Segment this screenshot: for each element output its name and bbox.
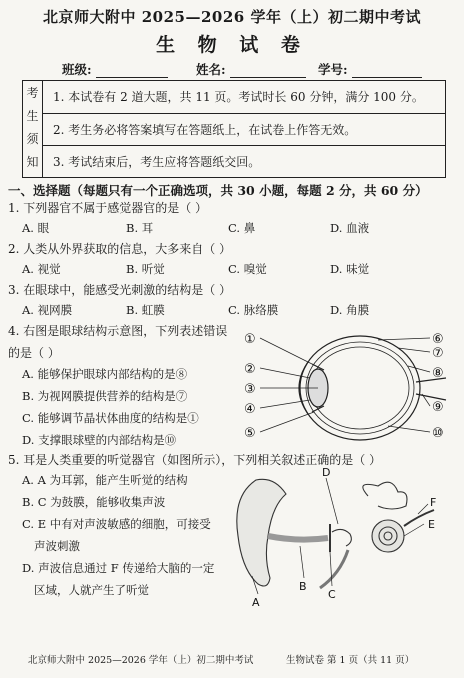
eye-label-3: ③ [244, 382, 256, 397]
eye-label-4: ④ [244, 402, 256, 417]
ear-ossicles [332, 529, 351, 546]
footer-right: 生物试卷 第 1 页（共 11 页） [286, 655, 415, 666]
notice-item: 1. 本试卷有 2 道大题，共 11 页。考试时长 60 分钟，满分 100 分。 [53, 90, 424, 104]
ear-label-b: B [299, 580, 307, 593]
question-stem: 5. 耳是人类重要的听觉器官（如图所示），下列相关叙述正确的是（ ） [8, 453, 382, 467]
option-b: B. 耳 [126, 221, 154, 235]
notice-side-char: 知 [26, 155, 39, 169]
notice-side-char: 须 [26, 132, 39, 146]
option-a: A. 视觉 [22, 262, 61, 276]
ear-canal [268, 536, 328, 540]
notice-side-char: 生 [26, 109, 39, 123]
option-b: B. 虹膜 [126, 303, 165, 317]
notice-box [22, 80, 446, 178]
option-d: D. 血液 [330, 221, 370, 235]
id-label: 学号: [318, 62, 348, 77]
notice-side-label [23, 81, 43, 177]
option-b: B. 为视网膜提供营养的结构是⑦ [22, 389, 188, 403]
id-field [318, 60, 422, 78]
notice-item: 2. 考生务必将答案填写在答题纸上，在试卷上作答无效。 [43, 113, 445, 145]
notice-item: 3. 考试结束后，考生应将答题纸交回。 [43, 145, 445, 177]
class-line [96, 65, 168, 78]
exam-title: 北京师大附中 2025—2026 学年（上）初二期中考试 [43, 8, 421, 26]
option-a: A. 能够保护眼球内部结构的是⑧ [22, 367, 188, 381]
option-d: D. 支撑眼球壁的内部结构是⑩ [22, 433, 177, 447]
ear-label-d: D [322, 466, 331, 479]
footer-left: 北京师大附中 2025—2026 学年（上）初二期中考试 [28, 655, 254, 666]
class-field [62, 60, 168, 78]
option-d-continued: 区域，人就产生了听觉 [34, 583, 149, 597]
option-c: C. 能够调节晶状体曲度的结构是① [22, 411, 199, 425]
eye-label-9: ⑨ [432, 400, 444, 415]
question-stem: 3. 在眼球中，能感受光刺激的结构是（ ） [8, 283, 232, 297]
option-d: D. 角膜 [330, 303, 370, 317]
name-label: 姓名: [196, 62, 226, 77]
eye-diagram [238, 326, 450, 448]
notice-side-char: 考 [26, 86, 39, 100]
ear-label-f: F [430, 496, 437, 509]
option-a: A. 视网膜 [22, 303, 73, 317]
ear-label-e: E [428, 518, 435, 531]
option-b: B. C 为鼓膜，能够收集声波 [22, 495, 166, 509]
question-stem: 4. 右图是眼球结构示意图，下列表述错误 [8, 324, 228, 338]
option-d: D. 味觉 [330, 262, 370, 276]
name-line [230, 65, 306, 78]
option-a: A. 眼 [22, 221, 50, 235]
eye-label-7: ⑦ [432, 346, 444, 361]
eye-label-1: ① [244, 332, 256, 347]
eye-label-8: ⑧ [432, 366, 444, 381]
class-label: 班级: [62, 62, 92, 77]
ear-pinna [237, 479, 286, 586]
option-a: A. A 为耳郭，能产生听觉的结构 [22, 473, 188, 487]
question-stem-continued: 的是（ ） [8, 346, 60, 360]
eye-label-2: ② [244, 362, 256, 377]
option-b: B. 听觉 [126, 262, 165, 276]
ear-diagram [228, 466, 452, 616]
option-c-continued: 声波刺激 [34, 539, 80, 553]
eye-label-6: ⑥ [432, 332, 444, 347]
option-c: C. 脉络膜 [228, 303, 279, 317]
option-c: C. 嗅觉 [228, 262, 267, 276]
ear-eustachian-tube [320, 550, 348, 588]
option-d: D. 声波信息通过 F 传递给大脑的一定 [22, 561, 215, 575]
section-title: 一、选择题（每题只有一个正确选项，共 30 小题，每题 2 分，共 60 分） [8, 183, 428, 198]
eye-label-5: ⑤ [244, 426, 256, 441]
ear-semicircular-canals [363, 482, 407, 509]
eye-label-10: ⑩ [432, 426, 444, 441]
name-field [196, 60, 306, 78]
question-stem: 2. 人类从外界获取的信息，大多来自（ ） [8, 242, 232, 256]
ear-label-c: C [328, 588, 336, 601]
ear-cochlea [372, 520, 404, 552]
ear-label-a: A [252, 596, 260, 609]
id-line [352, 65, 422, 78]
subject-title: 生 物 试 卷 [156, 34, 308, 56]
option-c: C. E 中有对声波敏感的细胞，可接受 [22, 517, 211, 531]
option-c: C. 鼻 [228, 221, 256, 235]
question-stem: 1. 下列器官不属于感觉器官的是（ ） [8, 201, 208, 215]
